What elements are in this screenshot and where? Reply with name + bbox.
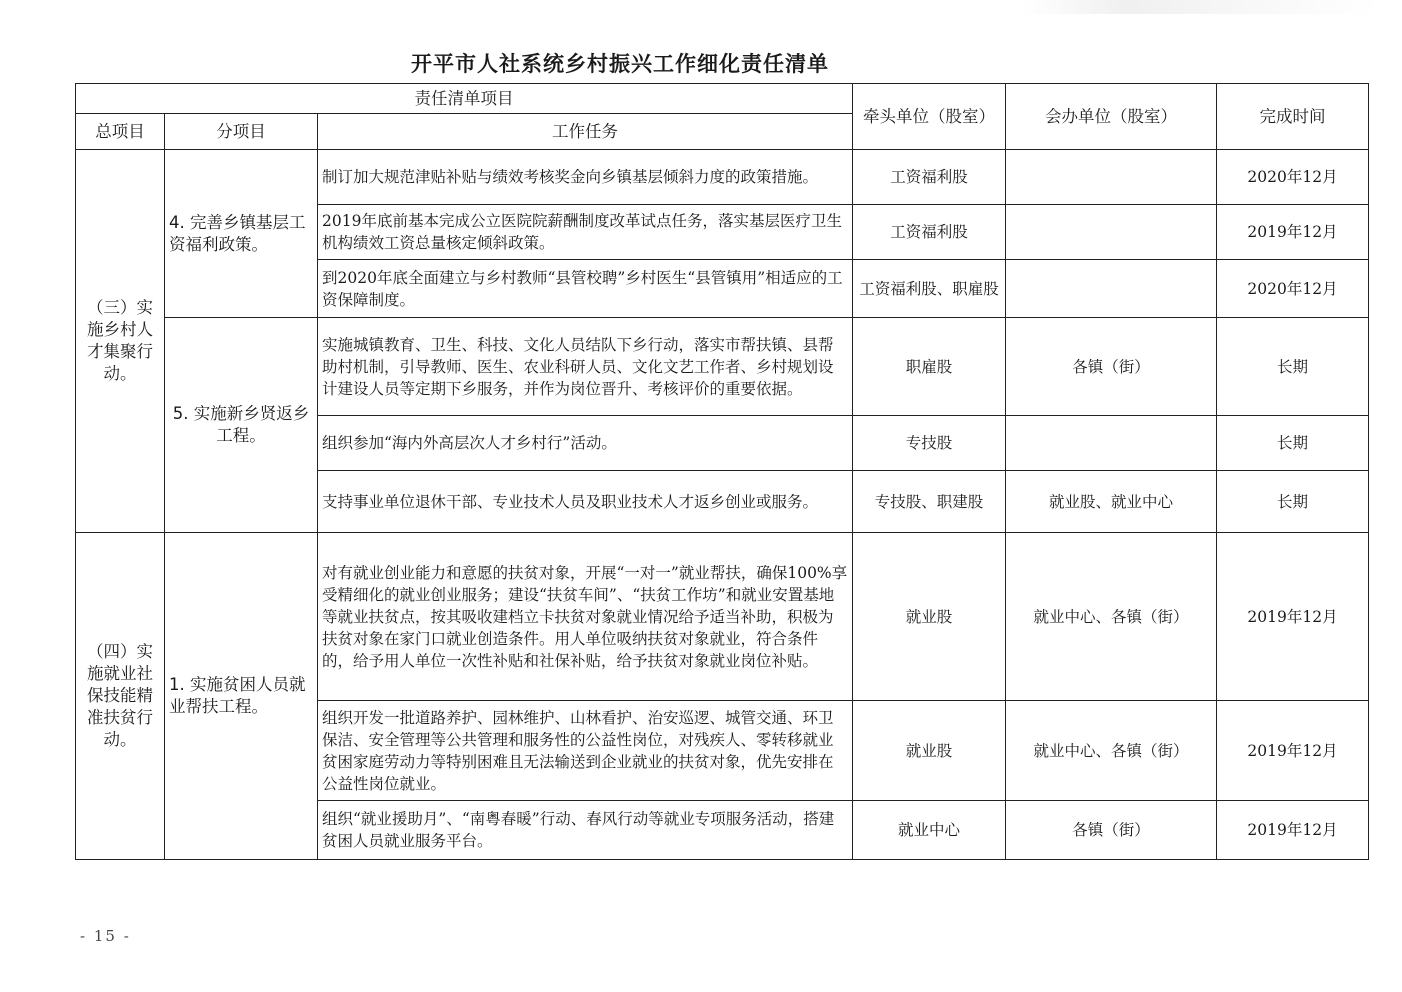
sub-item-cell: 5. 实施新乡贤返乡工程。 — [165, 318, 318, 533]
task-cell: 2019年底前基本完成公立医院院薪酬制度改革试点任务，落实基层医疗卫生机构绩效工资总量核定倾斜政策。 — [318, 205, 853, 260]
completion-time-cell: 2019年12月 — [1217, 533, 1369, 701]
header-completion-time: 完成时间 — [1217, 84, 1369, 150]
table-header-row — [76, 84, 1369, 114]
co-unit-cell: 就业中心、各镇（街） — [1006, 533, 1217, 701]
completion-time-cell: 长期 — [1217, 416, 1369, 471]
co-unit-cell: 就业中心、各镇（街） — [1006, 701, 1217, 801]
scan-artifact — [1020, 0, 1380, 14]
task-cell: 支持事业单位退休干部、专业技术人员及职业技术人才返乡创业或服务。 — [318, 471, 853, 533]
co-unit-cell — [1006, 416, 1217, 471]
lead-unit-cell: 就业中心 — [853, 801, 1006, 860]
lead-unit-cell: 就业股 — [853, 533, 1006, 701]
header-task: 工作任务 — [318, 114, 853, 150]
header-sub-item: 分项目 — [165, 114, 318, 150]
co-unit-cell — [1006, 260, 1217, 318]
lead-unit-cell: 职雇股 — [853, 318, 1006, 416]
table-row — [76, 318, 1369, 416]
lead-unit-cell: 工资福利股 — [853, 150, 1006, 205]
lead-unit-cell: 专技股 — [853, 416, 1006, 471]
completion-time-cell: 长期 — [1217, 471, 1369, 533]
header-total-item: 总项目 — [76, 114, 165, 150]
page-title: 开平市人社系统乡村振兴工作细化责任清单 — [411, 52, 829, 76]
header-lead-unit: 牵头单位（股室） — [853, 84, 1006, 150]
lead-unit-cell: 工资福利股 — [853, 205, 1006, 260]
total-item-cell: （三）实施乡村人才集聚行动。 — [76, 150, 165, 533]
co-unit-cell: 各镇（街） — [1006, 801, 1217, 860]
task-cell: 制订加大规范津贴补贴与绩效考核奖金向乡镇基层倾斜力度的政策措施。 — [318, 150, 853, 205]
completion-time-cell: 长期 — [1217, 318, 1369, 416]
responsibility-table — [75, 83, 1369, 860]
header-group: 责任清单项目 — [76, 84, 853, 114]
lead-unit-cell: 就业股 — [853, 701, 1006, 801]
completion-time-cell: 2019年12月 — [1217, 701, 1369, 801]
co-unit-cell — [1006, 150, 1217, 205]
task-cell: 对有就业创业能力和意愿的扶贫对象，开展“一对一”就业帮扶，确保100%享受精细化的就业创业服务；建设“扶贫车间”、“扶贫工作坊”和就业安置基地等就业扶贫点，按其吸收建档立卡扶贫对象就业情况给予适当补助，积极为扶贫对象在家门口就业创造条件。用人单位吸纳扶贫对象就业，符合条件的，给予用人单位一次性补贴和社保补贴，给予扶贫对象就业岗位补贴。 — [318, 533, 853, 701]
task-cell: 组织“就业援助月”、“南粤春暖”行动、春风行动等就业专项服务活动，搭建贫困人员就业服务平台。 — [318, 801, 853, 860]
sub-item-cell: 4. 完善乡镇基层工资福利政策。 — [165, 150, 318, 318]
task-cell: 实施城镇教育、卫生、科技、文化人员结队下乡行动，落实市帮扶镇、县帮助村机制，引导教师、医生、农业科研人员、文化文艺工作者、乡村规划设计建设人员等定期下乡服务，并作为岗位晋升、考核评价的重要依据。 — [318, 318, 853, 416]
co-unit-cell: 各镇（街） — [1006, 318, 1217, 416]
completion-time-cell: 2020年12月 — [1217, 150, 1369, 205]
task-cell: 组织参加“海内外高层次人才乡村行”活动。 — [318, 416, 853, 471]
sub-item-cell: 1. 实施贫困人员就业帮扶工程。 — [165, 533, 318, 860]
task-cell: 组织开发一批道路养护、园林维护、山林看护、治安巡逻、城管交通、环卫保洁、安全管理等公共管理和服务性的公益性岗位，对残疾人、零转移就业贫困家庭劳动力等特别困难且无法输送到企业就业的扶贫对象，优先安排在公益性岗位就业。 — [318, 701, 853, 801]
page-number: - 15 - — [80, 927, 131, 945]
completion-time-cell: 2019年12月 — [1217, 801, 1369, 860]
header-co-unit: 会办单位（股室） — [1006, 84, 1217, 150]
co-unit-cell: 就业股、就业中心 — [1006, 471, 1217, 533]
table-row — [76, 150, 1369, 205]
lead-unit-cell: 专技股、职建股 — [853, 471, 1006, 533]
completion-time-cell: 2019年12月 — [1217, 205, 1369, 260]
total-item-cell: （四）实施就业社保技能精准扶贫行动。 — [76, 533, 165, 860]
completion-time-cell: 2020年12月 — [1217, 260, 1369, 318]
table-row — [76, 533, 1369, 701]
lead-unit-cell: 工资福利股、职雇股 — [853, 260, 1006, 318]
task-cell: 到2020年底全面建立与乡村教师“县管校聘”乡村医生“县管镇用”相适应的工资保障制度。 — [318, 260, 853, 318]
co-unit-cell — [1006, 205, 1217, 260]
